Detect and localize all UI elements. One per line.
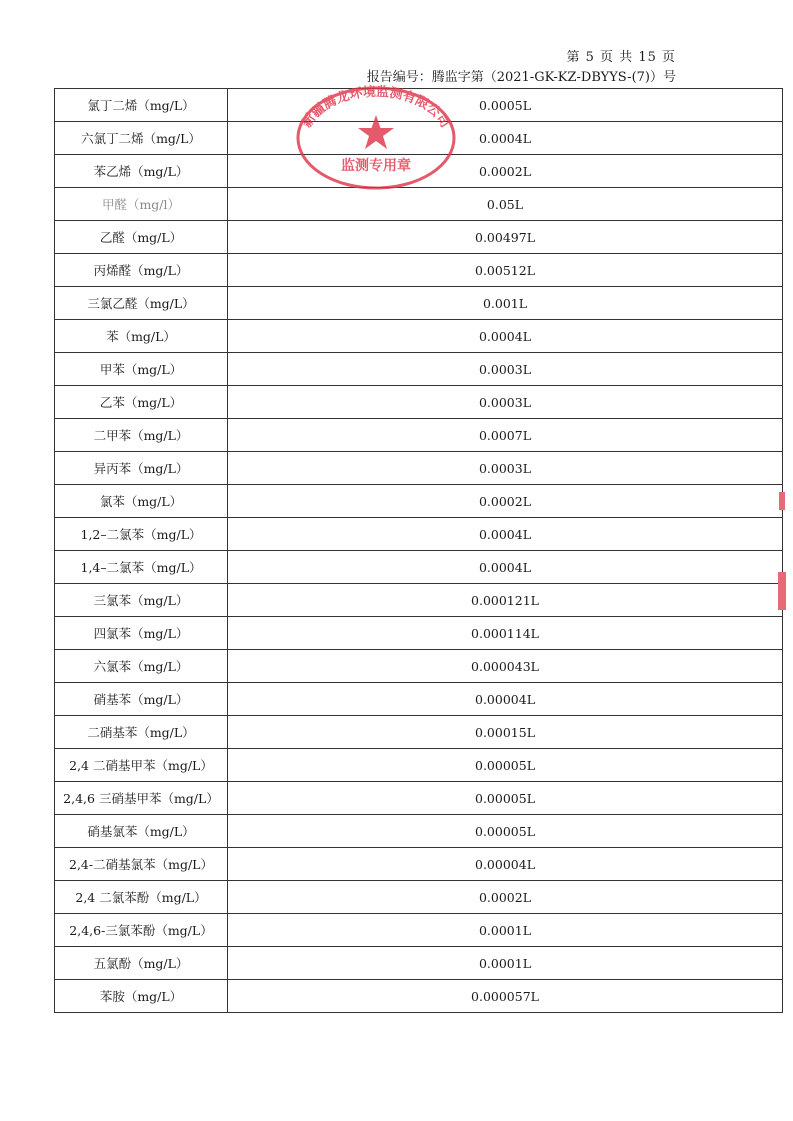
parameter-cell: 异丙苯（mg/L） (55, 452, 228, 485)
parameter-cell: 2,4 二硝基甲苯（mg/L） (55, 749, 228, 782)
parameter-cell: 2,4,6-三氯苯酚（mg/L） (55, 914, 228, 947)
parameter-cell: 六氯丁二烯（mg/L） (55, 122, 228, 155)
table-row (55, 584, 783, 617)
value-cell: 0.000114L (228, 617, 783, 650)
parameter-cell: 硝基苯（mg/L） (55, 683, 228, 716)
parameter-cell: 甲苯（mg/L） (55, 353, 228, 386)
table-row (55, 815, 783, 848)
parameter-cell: 1,2–二氯苯（mg/L） (55, 518, 228, 551)
table-row (55, 518, 783, 551)
value-cell: 0.0007L (228, 419, 783, 452)
value-cell: 0.00015L (228, 716, 783, 749)
table-row (55, 848, 783, 881)
value-cell: 0.00004L (228, 848, 783, 881)
value-cell: 0.0003L (228, 386, 783, 419)
value-cell: 0.000121L (228, 584, 783, 617)
value-cell: 0.00005L (228, 782, 783, 815)
table-row (55, 650, 783, 683)
parameter-cell: 苯乙烯（mg/L） (55, 155, 228, 188)
parameter-cell: 1,4–二氯苯（mg/L） (55, 551, 228, 584)
seal-org-text: 新疆腾龙环境监测有限公司 (299, 84, 453, 131)
table-row (55, 914, 783, 947)
page-number: 第 5 页 共 15 页 (566, 50, 676, 65)
table-row (55, 551, 783, 584)
results-table-body (55, 89, 783, 1013)
table-row (55, 188, 783, 221)
table-row (55, 386, 783, 419)
parameter-cell: 氯苯（mg/L） (55, 485, 228, 518)
table-row (55, 320, 783, 353)
parameter-cell: 二甲苯（mg/L） (55, 419, 228, 452)
table-row (55, 254, 783, 287)
parameter-cell: 三氯乙醛（mg/L） (55, 287, 228, 320)
parameter-cell: 苯胺（mg/L） (55, 980, 228, 1013)
value-cell: 0.0004L (228, 320, 783, 353)
value-cell: 0.000043L (228, 650, 783, 683)
parameter-cell: 丙烯醛（mg/L） (55, 254, 228, 287)
table-row (55, 881, 783, 914)
value-cell: 0.0001L (228, 914, 783, 947)
table-row (55, 617, 783, 650)
table-row (55, 716, 783, 749)
table-row (55, 221, 783, 254)
edge-stamp-fragment (778, 572, 786, 610)
value-cell: 0.05L (228, 188, 783, 221)
table-row (55, 155, 783, 188)
value-cell: 0.0001L (228, 947, 783, 980)
value-cell: 0.00004L (228, 683, 783, 716)
parameter-cell: 甲醛（mg/l） (55, 188, 228, 221)
table-row (55, 89, 783, 122)
value-cell: 0.00497L (228, 221, 783, 254)
edge-stamp-fragment (779, 492, 785, 510)
results-table (54, 88, 783, 1013)
parameter-cell: 硝基氯苯（mg/L） (55, 815, 228, 848)
parameter-cell: 四氯苯（mg/L） (55, 617, 228, 650)
value-cell: 0.0004L (228, 518, 783, 551)
value-cell: 0.0003L (228, 353, 783, 386)
parameter-cell: 2,4 二氯苯酚（mg/L） (55, 881, 228, 914)
parameter-cell: 乙醛（mg/L） (55, 221, 228, 254)
table-row (55, 419, 783, 452)
value-cell: 0.0004L (228, 551, 783, 584)
value-cell: 0.0004L (228, 122, 783, 155)
parameter-cell: 氯丁二烯（mg/L） (55, 89, 228, 122)
parameter-cell: 五氯酚（mg/L） (55, 947, 228, 980)
table-row (55, 947, 783, 980)
table-row (55, 683, 783, 716)
value-cell: 0.000057L (228, 980, 783, 1013)
table-row (55, 749, 783, 782)
table-row (55, 980, 783, 1013)
parameter-cell: 苯（mg/L） (55, 320, 228, 353)
table-row (55, 287, 783, 320)
value-cell: 0.00512L (228, 254, 783, 287)
table-row (55, 122, 783, 155)
table-row (55, 353, 783, 386)
seal-label-text: 监测专用章 (341, 158, 411, 174)
table-row (55, 485, 783, 518)
value-cell: 0.0003L (228, 452, 783, 485)
value-cell: 0.0002L (228, 881, 783, 914)
parameter-cell: 2,4-二硝基氯苯（mg/L） (55, 848, 228, 881)
parameter-cell: 乙苯（mg/L） (55, 386, 228, 419)
parameter-cell: 二硝基苯（mg/L） (55, 716, 228, 749)
value-cell: 0.0002L (228, 485, 783, 518)
value-cell: 0.001L (228, 287, 783, 320)
value-cell: 0.00005L (228, 815, 783, 848)
value-cell: 0.00005L (228, 749, 783, 782)
report-number: 报告编号：腾监字第（2021-GK-KZ-DBYYS-(7)）号 (366, 70, 676, 85)
parameter-cell: 六氯苯（mg/L） (55, 650, 228, 683)
parameter-cell: 三氯苯（mg/L） (55, 584, 228, 617)
table-row (55, 452, 783, 485)
value-cell: 0.0005L (228, 89, 783, 122)
value-cell: 0.0002L (228, 155, 783, 188)
parameter-cell: 2,4,6 三硝基甲苯（mg/L） (55, 782, 228, 815)
table-row (55, 782, 783, 815)
